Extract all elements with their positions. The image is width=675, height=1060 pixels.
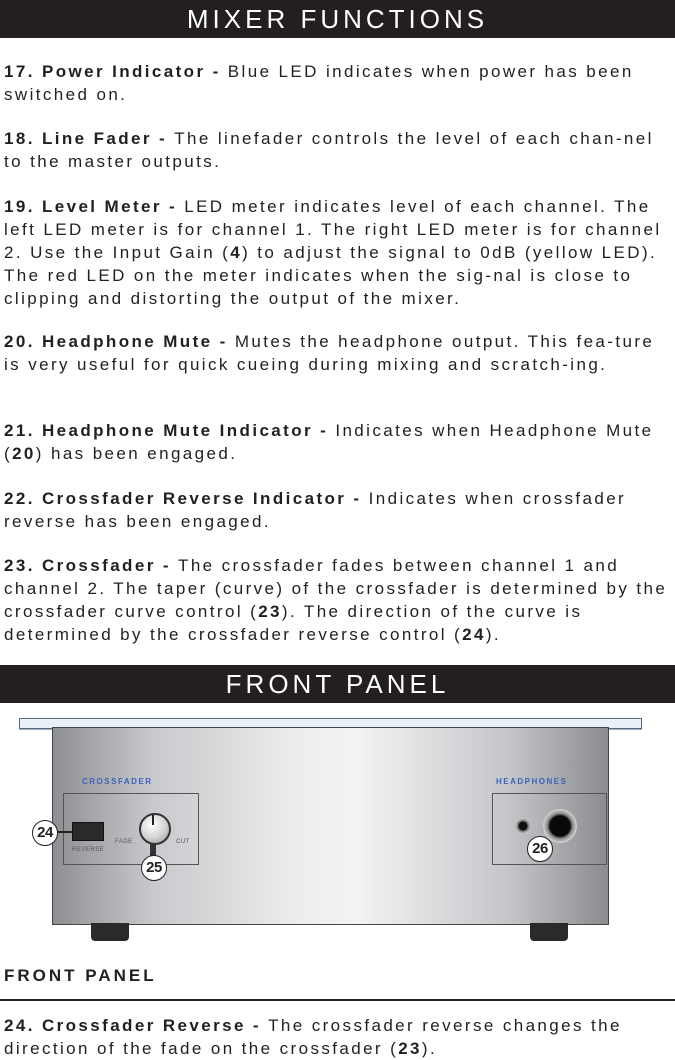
crossfader-curve-knob [139,813,171,845]
item-text: ) has been engaged. [35,444,238,463]
section-banner-front-panel: FRONT PANEL [0,665,675,703]
item-title: 18. Line Fader - [4,129,175,148]
item-title: 17. Power Indicator - [4,62,228,81]
item-text: ). [485,625,502,644]
right-foot [530,923,568,941]
item-reference: 24 [462,625,486,644]
item-title: 20. Headphone Mute - [4,332,235,351]
callout-26: 26 [527,836,553,862]
callout-leader-line [58,831,72,833]
item-text: The linefader controls the level of each chan-nel to the master outputs. [4,129,654,171]
left-foot [91,923,129,941]
item-reference: 4 [230,243,243,262]
heading-divider [0,999,675,1001]
item-text: The crossfader fades between channel 1 and channel 2. The taper (curve) of the crossfader is determined by the crossfader curve control ( [4,556,668,621]
item-19-level-meter [4,195,672,310]
small-headphone-jack [515,818,531,834]
fade-label: FADE [115,839,133,845]
crossfader-reverse-button [72,822,104,841]
headphones-section-label: HEADPHONES [496,777,568,786]
item-18-line-fader [4,127,672,173]
item-24-crossfader-reverse [4,1014,672,1060]
item-reference: 23 [258,602,282,621]
front-panel-illustration [0,705,675,945]
callout-25: 25 [141,855,167,881]
crossfader-section-label: CROSSFADER [82,777,153,786]
item-text: Blue LED indicates when power has been switched on. [4,62,634,104]
item-text: Indicates when crossfader reverse has been engaged. [4,489,627,531]
item-reference: 20 [12,444,36,463]
item-text: Mutes the headphone output. This fea-ture is very useful for quick cueing during mixing and scratch-ing. [4,332,655,374]
section-banner-mixer-functions: MIXER FUNCTIONS [0,0,675,38]
item-reference: 23 [398,1039,422,1058]
callout-24: 24 [32,820,58,846]
cut-label: CUT [176,839,190,845]
item-17-power-indicator [4,60,672,106]
item-23-crossfader [4,554,672,646]
item-text: ). [421,1039,438,1058]
item-21-headphone-mute-indicator [4,419,672,465]
item-22-crossfader-reverse-indicator [4,487,672,533]
item-text: Indicates when Headphone Mute ( [4,421,654,463]
item-text: LED meter indicates level of each channel. The left LED meter is for channel 1. The right LED meter is for channel 2. Use the Input Gain ( [4,197,662,262]
item-title: 23. Crossfader - [4,556,179,575]
item-text: ) to adjust the signal to 0dB (yellow LED). The red LED on the meter indicates when the sig-nal is close to clipping and distorting the output of the mixer. [4,243,658,308]
item-title: 22. Crossfader Reverse Indicator - [4,489,369,508]
item-20-headphone-mute [4,330,672,376]
item-title: 24. Crossfader Reverse - [4,1016,269,1035]
reverse-label: REVERSE [72,847,105,853]
front-panel-heading: FRONT PANEL [4,966,157,985]
item-text: ). The direction of the curve is determined by the crossfader reverse control ( [4,602,583,644]
item-title: 19. Level Meter - [4,197,185,216]
item-title: 21. Headphone Mute Indicator - [4,421,336,440]
knob-indicator-mark [152,815,154,825]
item-text: The crossfader reverse changes the direction of the fade on the crossfader ( [4,1016,622,1058]
